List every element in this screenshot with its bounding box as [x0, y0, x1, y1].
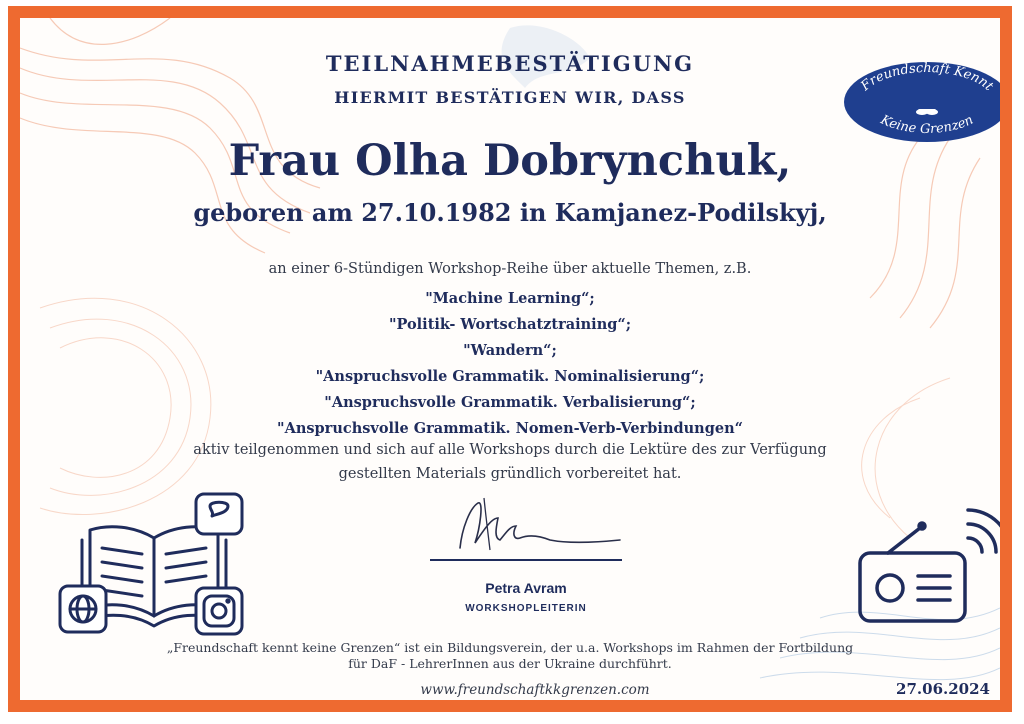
certificate-subtitle: HIERMIT BESTÄTIGEN WIR, DASS [334, 88, 686, 107]
outro-line-2: gestellten Materials gründlich vorbereitet hat. [338, 466, 682, 482]
organization-logo [842, 60, 1012, 144]
topic-item: "Machine Learning“; [425, 290, 595, 307]
topic-list [20, 286, 1000, 442]
participant-name: Frau Olha Dobrynchuk, [228, 136, 792, 186]
globe-icon [60, 586, 106, 632]
topic-item: "Anspruchsvolle Grammatik. Nominalisierung“; [315, 368, 705, 385]
signature [440, 488, 630, 560]
book-icon [54, 488, 254, 648]
birth-line: geboren am 27.10.1982 in Kamjanez-Podilskyj, [193, 198, 827, 227]
footer-line-2: für DaF - LehrerInnen aus der Ukraine durchführt. [348, 656, 672, 671]
footer-text [20, 640, 1000, 672]
outro-text [20, 438, 1000, 486]
radio-icon [850, 508, 1012, 628]
speech-bubble-icon [196, 494, 242, 534]
signer-name: Petra Avram [485, 580, 567, 596]
certificate-title: TEILNAHMEBESTÄTIGUNG [325, 51, 695, 76]
topic-item: "Anspruchsvolle Grammatik. Nomen-Verb-Verbindungen“ [277, 420, 743, 437]
website-link[interactable]: www.freundschaftkkgrenzen.com [420, 682, 650, 698]
topic-item: "Wandern“; [463, 342, 557, 359]
footer-line-1: „Freundschaft kennt keine Grenzen“ ist ein Bildungsverein, der u.a. Workshops im Rahmen der Fortbildung [166, 640, 854, 655]
logo-line-2: Keine Grenzen [878, 112, 976, 137]
certificate-frame [8, 6, 1012, 712]
issue-date: 27.06.2024 [896, 680, 990, 698]
signer-role: WORKSHOPLEITERIN [465, 603, 587, 614]
outro-line-1: aktiv teilgenommen und sich auf alle Workshops durch die Lektüre des zur Verfügung [193, 442, 827, 458]
topic-item: "Politik- Wortschatztraining“; [388, 316, 632, 333]
camera-icon [196, 588, 242, 634]
logo-line-1: Freundschaft Kennt [858, 60, 996, 95]
signature-line [430, 559, 622, 561]
topic-item: "Anspruchsvolle Grammatik. Verbalisierung“; [324, 394, 696, 411]
intro-text: an einer 6-Stündigen Workshop-Reihe über aktuelle Themen, z.B. [268, 261, 752, 277]
